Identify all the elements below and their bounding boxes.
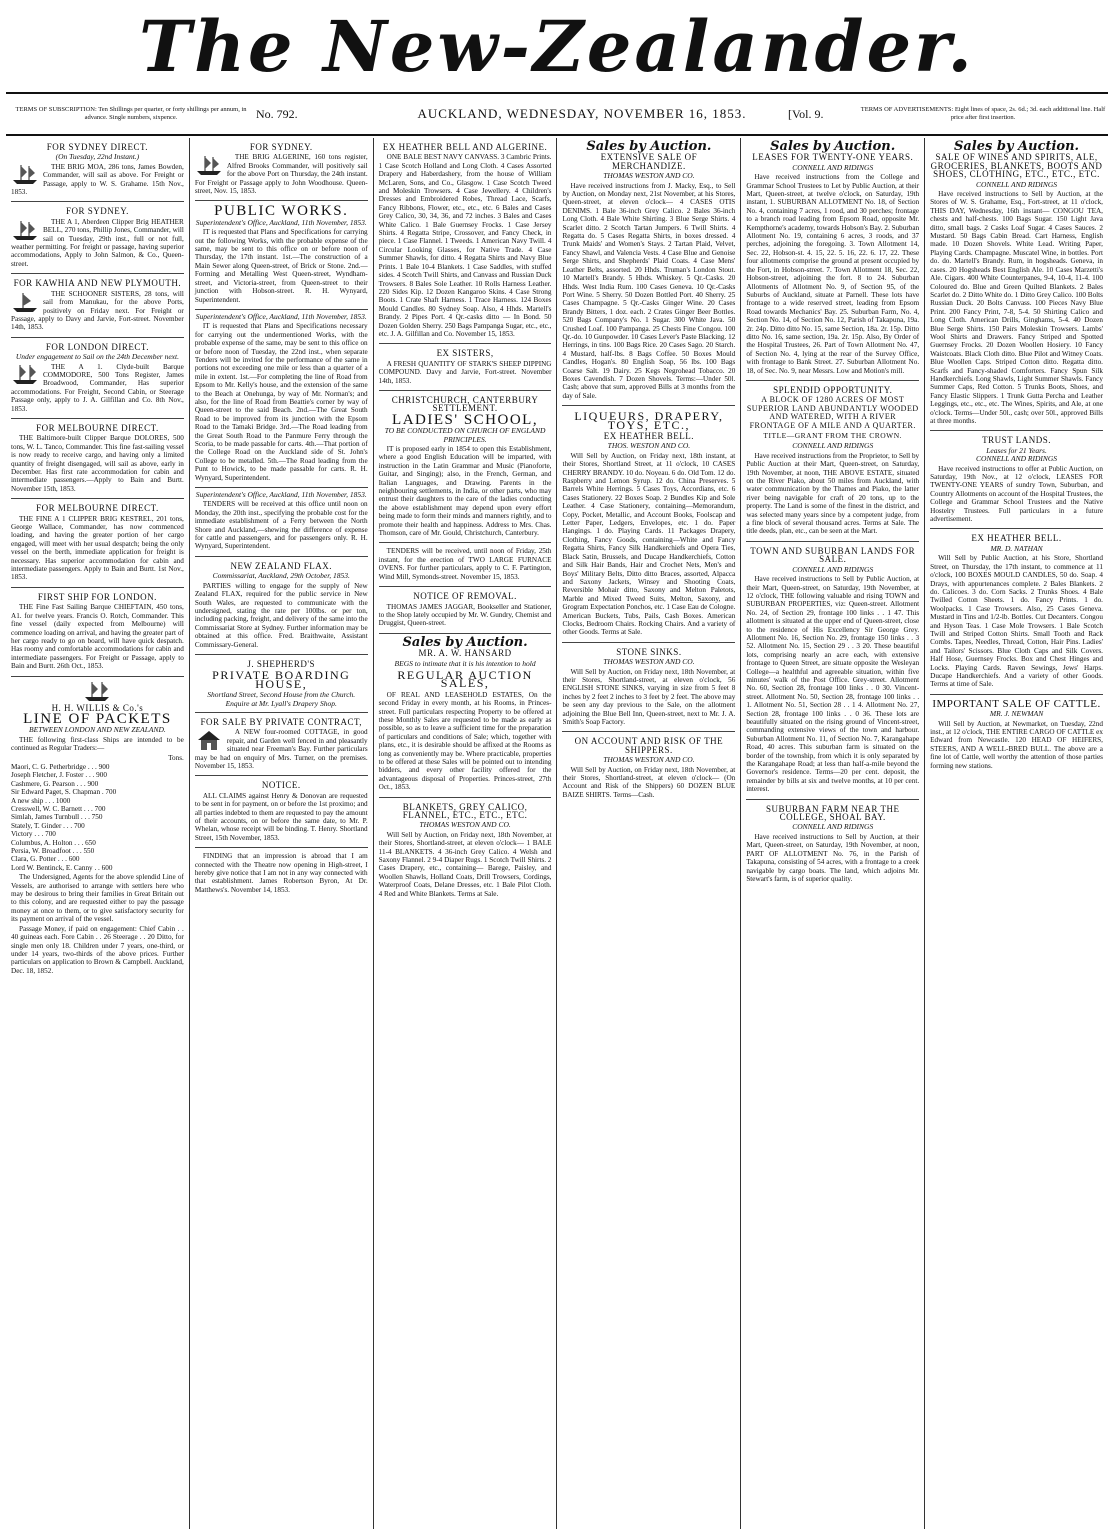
ad-ferry-tenders — [195, 488, 368, 557]
ad-subheading: CONNELL AND RIDINGS — [976, 179, 1058, 189]
ad-subheading: THOMAS WESTON AND CO. — [603, 755, 695, 765]
ship-icon — [11, 219, 39, 241]
section-heading: Sales by Auction. — [954, 139, 1080, 154]
ad-subheading: Shortland Street, Second House from the Church. — [207, 690, 356, 700]
ad-heading: FOR SALE BY PRIVATE CONTRACT, — [200, 716, 363, 727]
ad-splendid-opportunity — [746, 381, 919, 542]
ship-icon — [83, 680, 111, 702]
issue-date: AUCKLAND, WEDNESDAY, NOVEMBER 16, 1853. — [417, 106, 747, 121]
ad-body — [746, 452, 919, 536]
ad-private-contract — [195, 713, 368, 776]
ad-heading: FOR MELBOURNE DIRECT. — [36, 503, 159, 514]
ad-body — [195, 228, 368, 304]
ad-heading: SALE OF WINES AND SPIRITS, ALE, GROCERIES, BLANKETS, BOOTS AND SHOES, CLOTHING, ETC., ETC., ETC. — [930, 152, 1103, 180]
ad-subheading: CONNELL AND RIDINGS — [792, 162, 874, 172]
ad-suburban-farm — [746, 800, 919, 889]
ad-text: Will Sell by Public Auction, at his Store, Shortland Street, on Thursday, the 17th instant, to commence at 11 o'clock, 100 BOXES MOULD CANDLES, 50 do. Soap. 4 Drays, with appurtenances complete. 2 Bales Blankets. 2 do. Calicoes. 3 do. Corn Sacks. 2 Trunks Shoes. 4 Bale Twilled Cotton Sheets. 1 do. Fancy Prints. 1 do. Woolpacks. 1 Case Trowsers. Also, 25 Cases Geneva. Mustard in Tins and 1/2-lb. Bottles. Cut Decanters. Congou and Hyson Teas. 1 Case Mole Trowsers. 1 Bale Scotch Twill and Striped Cotton Shirts. Small Tooth and Rack Combs. Tapes, Needles, Thread, Cotton, Hair Pins. Ladies' and Tailors' Scissors. Blue Cloth Caps and Silk Covers. Half Hose, Guernsey Frocks. Box and Chest Hinges and Locks. Playing Cards. Raven Sewings, Jews' Harps. Ducape Handkerchiefs. And a variety of other Goods. Terms at time of Sale. — [930, 554, 1103, 689]
ad-furnace-ovens — [379, 543, 552, 587]
ad-body — [562, 182, 735, 401]
column-6 — [925, 138, 1108, 1529]
ad-body — [11, 434, 184, 493]
ad-heading: EX SISTERS, — [436, 348, 494, 359]
ad-text: Have received instructions to offer at Public Auction, on Saturday, 19th Nov., at 12 o'clock, LEASES FOR TWENTY-ONE YEARS of sundry Town, Suburban, and Country Allotments on account of the Hospital Trustees, the College and Grammar School Trustees and the Native Hostelry Trustees. Full particulars in a future advertisement. — [930, 464, 1103, 524]
ad-heading: NEW ZEALAND FLAX. — [230, 560, 333, 571]
ad-body — [195, 322, 368, 482]
ad-big-heading: LADIES' SCHOOL, — [392, 411, 539, 428]
ad-stone-sinks — [562, 643, 735, 733]
list-item: Clara, G. Potter . . . 600 — [11, 855, 80, 864]
terms-of-subscription: TERMS OF SUBSCRIPTION: Ten Shillings per quarter, or forty shillings per annum, in advance. Single numbers, sixpence. — [15, 106, 247, 121]
ad-heading: FOR SYDNEY DIRECT. — [46, 142, 149, 152]
list-item: Stately, T. Ginder . . . 700 — [11, 821, 85, 830]
ad-subheading: Commissariat, Auckland, 29th October, 1853. — [212, 571, 350, 581]
ad-heading: FOR MELBOURNE DIRECT. — [36, 422, 159, 433]
ad-big-heading: PRIVATE BOARDING HOUSE, — [212, 668, 351, 691]
list-item: Simlah, James Turnbull . . . 750 — [11, 813, 103, 822]
ad-town-suburban — [746, 542, 919, 800]
ad-body — [930, 190, 1103, 425]
ad-heading: EX HEATHER BELL AND ALGERINE. — [382, 142, 548, 152]
ad-wines-spirits — [930, 138, 1103, 431]
column-1 — [6, 138, 190, 1529]
ad-body — [195, 852, 368, 894]
ad-title-line: TITLE—GRANT FROM THE CROWN. — [763, 431, 903, 440]
columns — [6, 138, 1108, 1529]
ad-body — [562, 452, 735, 637]
ad-heading: MR. A. W. HANSARD — [418, 648, 512, 659]
tons-label: Tons. — [168, 753, 184, 762]
ad-sydney — [11, 202, 184, 274]
ad-text: Will Sell by Auction, on Friday next, 18th November, at their Stores, Shortland-street, at eleven o'clock— (On Account and Risk of the Shippers) 60 DOZEN BLUE BAIZE SHIRTS. Terms—Cash. — [562, 765, 736, 799]
ad-text: Have received instructions to Sell by Auction, at the Stores of W. S. Grahame, Esq., Fort-street, at 11 o'clock, THIS DAY, Wednesday, 16th instant— CONGOU TEA, chests and half-chests. 100 Bags Sugar. 150 Light Java ditto, small bags. 2 Casks Loaf Sugar. 4 Cases Sauces. 2 Mustard. 50 Bags Cabin Bread. Cart Harness, English made. 10 Dozen Shovels. White Lead. Writing Paper, Playing Cards. Champagne. Muscatel Wine, in bottles. Port do. do. Martell's Brandy. Rum, in hogsheads. Geneva, in cases. 20 Hogsheads Best English Ale. 10 Cases Marzetti's Ale. Cigars. 400 White Counterpanes, 9-4, 10-4, 11-4. 100 Coloured do. Blue and Green Quilted Blankets. 2 Bales Scarlet do. 2 Ditto White do. 1 Ditto Grey Calico. 100 Bolts Russian Duck. 20 Bolts Canvass. 100 Pieces Navy Blue Print. 200 Fancy Print, 7-8, 5-4. 50 Shirting Calico and Long Cloth. American Drills, Ginghams, 5-4. 40 Dozen Blue Serge Shirts. 150 Pairs Moleskin Trowsers. Lambs' Wool Shirts and Drawers. Fancy Striped and Spotted Guernsey Frocks. 20 Dozen Woollen Hosiery. 10 Fancy Waistcoats. Black Cloth ditto. Blue Pilot and Witney Coats. Blue Woollen Caps. Striped Cotton ditto. Regatta ditto. Scarfs and Fancy-shaded Comforters. Fancy Spun Silk Handkerchiefs. Long Shawls, Light Summer Shawls. Fancy Summer Caps, Red Cotton. 5 Trunks Boots, Shoes, and Fancy Elastic Slippers. 1 Trunk Gutta Percha and Leather Leggings, etc., etc., etc. The Wines, Spirits, and Ale, at one o'clock. Terms—Under 50l., cash; over 50l., approved Bills at three months. — [930, 190, 1103, 425]
issue-number: No. 792. — [256, 106, 298, 121]
ad-body — [11, 736, 184, 753]
ad-text: Have received instructions to Sell by Public Auction, at their Mart, Queen-street, on Saturday, 19th November, at 12 o'clock, THE following valuable and rising TOWN and SUBURBAN PROPERTIES, viz: Queen-street. Allotment No. 24, of Section 29, frontage 100 links . . 1 47. This allotment is situated at the upper end of Queen-street, close to the residence of His Excellency Sir George Grey. Allotment No. 16, Section No. 29, frontage 150 links . . 3 52. Allotment No. 15, Section 29 . . 3 20. These beautiful lots, comprising nearly an acre each, with extensive frontage to Queen Street, are situate opposite the Wesleyan College—a healthful and agreeable situation, within five minutes' walk of the Post Office. Grey-street. Allotment No. 60, Section 28, frontage 100 links . . 0 30. Vincent-street. Allotment No. 50, Section 28, frontage 100 links . . 1. Allotment No. 51, Section 28 . . 1 4. Allotment No. 27, Section 28, frontage 100 links . . 0 36. These lots are beautifully situated on the rising ground of Vincent-street, commanding extensive views of the town and harbour. Suburban Allotment No. 11, of Section No. 7, Karangahape Road, 40 acres. This suburban farm is situated on the border of the township, from which it is only separated by the Karangahape Road; at less than half-a-mile beyond the Governor's residence. Terms—20 per cent. deposit, the remainder by bills at six and twelve months, at 10 per cent. interest. — [746, 575, 920, 794]
ad-body — [379, 831, 552, 898]
list-item: Cashmere, G. Pearson . . . 900 — [11, 779, 99, 788]
ship-icon — [195, 154, 223, 176]
ad-text: IT is proposed early in 1854 to open this Establishment, where a good English Education will be imparted, with instruction in the Latin Grammar and Music (Pianoforte, Guitar, and Singing); also, in the French, German, and Italian Languages, and Drawing. Parents in the neighbouring settlements, in India, or other parts, who may entrust their daughters to the care of the ladies conducting the above establishment may depend upon every effort being made to form their minds and manners rightly, and to promote their health and happiness. Address to Mrs. Chas. Thomson, care of Mr. Gould, Christchurch, Canterbury. — [378, 445, 552, 538]
ad-big-heading: IMPORTANT SALE OF CATTLE. — [932, 697, 1101, 710]
ad-big-heading: REGULAR AUCTION SALES, — [397, 667, 533, 691]
ad-text: IT is requested that Plans and Specifications necessary for carrying out the undermentioned Works, with the probable expense of the same, may be sent to this office on or before noon of Tuesday, the 22nd inst., when separate Tenders will be invited for the performance of the same in portions not exceeding one mile or less than a quarter of a mile in extent. 1st.—For completing the line of Road from Epsom to Mr. Kelly's house, and the extension of the same to the Beach at Onehunga, by way of Mr. Norman's; and also, for the line of Road from Beattie's corner by way of Queen-street to the said Beach. 2nd.—The Great South Road to be improved from its junction with the Epsom Road to the Tamaki Bridge. 3rd.—The Road leading from the Great South Road to the Panmure Ferry through the Scoria, to be made passable for carts. 4th.—That portion of the College Road on the Auckland side of St. John's College to be metalled. 5th.—The Road leading from the Punt to Howick, to be made passable for carts. R. H. Wynyard, Superintendent. — [194, 322, 368, 482]
ad-text: The Undersigned, Agents for the above splendid Line of Vessels, are authorised to arrange with settlers here who may be desirous to bring their families in Great Britain out to this colony, and are requested either to pay the passage money at once to them, or to give satisfactory security for its payment on arrival of the vessel. — [11, 873, 184, 924]
ad-heading: TOWN AND SUBURBAN LANDS FOR SALE. — [750, 545, 916, 565]
ad-company: H. H. WILLIS & Co.'s — [51, 702, 144, 713]
masthead — [0, 0, 1114, 92]
ad-heading: EX HEATHER BELL. — [603, 431, 695, 441]
ad-heading: LEASES FOR TWENTY-ONE YEARS. — [752, 152, 914, 163]
ad-heading: FOR LONDON DIRECT. — [45, 341, 149, 352]
ad-big-heading: PUBLIC WORKS. — [214, 203, 349, 220]
ad-body — [746, 575, 919, 794]
ship-icon — [11, 363, 39, 385]
column-2 — [190, 138, 374, 1529]
ad-text: A FRESH QUANTITY OF STARK'S SHEEP DIPPING COMPOUND. Davy and Jarvie, Fort-street. November 14th, 1853. — [378, 359, 552, 385]
ad-algerine — [195, 138, 368, 201]
ad-heading: SPLENDID OPPORTUNITY. — [773, 384, 893, 395]
ad-subheading: THOMAS WESTON AND CO. — [419, 820, 511, 830]
ad-heading: NOTICE OF REMOVAL. — [413, 591, 517, 602]
ad-subheading: (On Tuesday, 22nd Instant.) — [55, 152, 140, 162]
ad-subheading: MR. J. NEWMAN — [989, 709, 1044, 719]
ad-body — [562, 668, 735, 727]
ad-text: THE A 1. Clyde-built Barque COMMODORE, 500 Tons Register, James Broadwood, Commander, Has superior accommodations. For Freight, Second Cabin, or Steerage Passage only, apply to J. A. Gilfillan and Co. 8th Nov., 1853. — [11, 362, 184, 413]
ad-theatre-notice — [195, 848, 368, 899]
ad-subheading: THOMAS WESTON AND CO. — [603, 171, 695, 181]
ad-subheading: CONNELL AND RIDINGS — [792, 822, 874, 832]
ad-body — [195, 500, 368, 550]
ad-public-works — [195, 201, 368, 309]
ad-london-direct — [11, 338, 184, 419]
ad-text: TENDERS will be received at this office until noon on Monday, the 20th inst., specifying the probable cost for the immediate establishment of a Ferry between the North Shore and Auckland,—shewing the difference of expense for cattle and passengers, and for passengers only. R. H. Wynyard, Superintendent. — [194, 500, 368, 551]
ad-text: THE Baltimore-built Clipper Barque DOLORES, 500 tons, W. L. Tanco, Commander. This fine fast-sailing vessel is now ready to receive cargo, and having only a limited quantity of freight disengaged, will sail as above, early in December. Has first rate accommodation for cabin and intermediate passengers.—Apply to Bain and Burtt. November 15th, 1853. — [11, 434, 184, 493]
section-heading: Sales by Auction. — [586, 139, 712, 154]
ad-text: FINDING that an impression is abroad that I am connected with the Theatre now opening in High-street, I hereby give notice that I am not in any way connected with that establishment. James Robertson Byron, At Dr. Matthews's. November 14, 1853. — [194, 852, 368, 894]
ad-text: Have received instructions from the Proprietor, to Sell by Public Auction at their Mart, Queen-street, on Saturday, 19th November, at noon, THE ABOVE ESTATE, situated on the River Piako, about 50 miles from Auckland, with water communication by the Thames and Piako, the latter river being navigable for craft of 20 tons, up to the property. The Land is some of the finest in the district, and was selected many years since by a competent judge, from a fine block of several thousand acres. Terms at Sale. The title deeds, plan, etc., can be seen at the Mart. — [746, 451, 920, 536]
ad-ex-heather-bell — [379, 138, 552, 344]
list-item: A new ship . . . 1000 — [11, 796, 71, 805]
ad-heading: FOR KAWHIA AND NEW PLYMOUTH. — [13, 278, 182, 289]
section-heading: Sales by Auction. — [402, 634, 528, 650]
ad-text: Will Sell by Auction, on Friday next, 18th November, at their Stores, Shortland-street, at eleven o'clock, 56 ENGLISH STONE SINKS, varying in size from 5 feet 8 inches by 2 feet 2 inches to 3 feet by 2 feet. The above may be seen any day previous to the Sale, on the allotment adjoining the Blue Bell Inn, Queen-street, next to Mr. J. A. Smith's Soap Factory. — [562, 667, 736, 726]
ad-body — [379, 547, 552, 581]
ad-body — [746, 833, 919, 883]
list-item: Sir Edward Paget, S. Chapman . 700 — [11, 788, 117, 797]
ad-text: THE SCHOONER SISTERS, 28 tons, will sail from Manukau, for the above Ports, positively on Friday next. For Freight or Passage, apply to Davy and Jarvie, Fort-street. November 14th, 1853. — [11, 289, 184, 332]
ad-text: PARTIES willing to engage for the supply of New Zealand FLAX, required for the public service in New South Wales, are requested to communicate with the undersigned, stating the rate per 100lbs. or per ton, including packing, freight, and delivery of the same into the Commissariat Store at Sydney. Further information may be obtained at this office. Fred. Braithwaite, Assistant Commissary-General. — [194, 581, 368, 649]
ad-melbourne-kestrel — [11, 499, 184, 588]
ad-subheading: Superintendent's Office, Auckland, 11th November, 1853. — [195, 311, 367, 321]
ad-body — [195, 582, 368, 649]
ad-heading: NOTICE. — [261, 780, 301, 791]
column-5 — [741, 138, 925, 1529]
ad-subheading: TO BE CONDUCTED ON CHURCH OF ENGLAND PRINCIPLES. — [384, 426, 546, 444]
ad-heading: EX HEATHER BELL. — [971, 533, 1062, 544]
ad-heading: BLANKETS, GREY CALICO, FLANNEL, ETC., ETC., ETC. — [402, 801, 528, 821]
ad-text: IT is requested that Plans and Specifications for carrying out the following Works, with the probable expense of the same, may be sent to this office on or before noon of Thursday, the 17th instant. 1st.—The construction of a Main Sewer along Queen-street, of Brick or Stone. 2nd.—Forming and Metalling West Queen-street, Wyndham-street, and Victoria-street, from Queen-street to their junction with Hobson-street. R. H. Wynyard, Superintendent. — [194, 228, 368, 304]
ad-body — [379, 691, 552, 792]
ad-big-heading: LIQUEURS, DRAPERY, TOYS, ETC., — [574, 409, 724, 432]
ad-text: OF REAL AND LEASEHOLD ESTATES, On the second Friday in every month, at his Rooms, in Princes-street. Full particulars respecting Property to be offered at these Monthly Sales are requested to be made as early as possible, so as to leave a sufficient time for the preparation of particulars and conditions of Sale; which, together with plans, etc., it is desirable should be affixed at the Rooms as long as conveniently may be. Where practicable, properties to be offered at these Sales will be pointed out to intending bidders, and every other facility offered for the advantageous disposal of Properties. Princes-street, 27th Oct., 1853. — [378, 690, 552, 792]
list-item: Persia, W. Broadfoot . . . 550 — [11, 847, 95, 856]
ad-hansard — [379, 634, 552, 798]
ad-nathan — [930, 529, 1103, 694]
ad-heading: TRUST LANDS. — [982, 435, 1051, 446]
ad-sydney-direct — [11, 138, 184, 202]
ad-cattle — [930, 695, 1103, 775]
ad-text: Passage Money, if paid on engagement: Chief Cabin . . 40 guineas each. Fore Cabin . . 26 Steerage . . 20 Ditto, for single men only 18. Children under 7 years, one-third, or under 14 years, two-thirds of the above prices. Further particulars on application to Brown & Campbell. Auckland, Dec. 18, 1852. — [11, 924, 184, 975]
ship-icon — [11, 163, 39, 185]
ship-icon — [11, 291, 39, 313]
column-4 — [557, 138, 741, 1529]
list-item: Cresswell, W. C. Barnett . . . 700 — [11, 805, 106, 813]
ad-kawhia — [11, 274, 184, 337]
ad-subheading: THOMAS WESTON AND CO. — [603, 657, 695, 667]
ad-text: A NEW four-roomed COTTAGE, in good repair, and Garden well fenced in and pleasantly situated near Freeman's Bay. Further particulars may be had on enquiry of Mrs. Turner, on the premises. November 15, 1853. — [194, 728, 368, 770]
ad-body — [379, 445, 552, 537]
column-3 — [374, 138, 558, 1529]
list-item: Maori, C. G. Petherbridge . . . 900 — [11, 762, 110, 771]
ad-liqueurs — [562, 406, 735, 643]
ad-heading: FOR SYDNEY. — [249, 142, 313, 152]
ad-subheading: Under engagement to Sail on the 24th December next. — [15, 352, 179, 362]
ad-body — [930, 554, 1103, 689]
ad-heading: EXTENSIVE SALE OF MERCHANDIZE. — [600, 152, 698, 171]
ad-body — [746, 173, 919, 375]
ad-text: Will Sell by Auction, on Friday next, 18th instant, at their Stores, Shortland Street, at 11 o'clock, 10 CASES CHERRY BRANDY. 10 do. Noyeau. 6 do. Old Tom. 12 do. Raspberry and Lemon Syrup. 12 do. China Preserves. 5 Barrels White Herrings. 5 Cases Toys, Accordians, etc. 6 Cases Stationery. 22 Boxes Soap. 2 Bundles Kip and Sole Leather. 4 Case Stationery, containing—Memorandum, Copy, Pocket, Metallic, and Account Books, Foolscap and Letter Paper, Ledgers, Envelopes, etc. 1 do. Paper Hangings. 1 do. Playing Cards. 11 Packages Drapery, Clothing, Fancy Goods, containing—White and Fancy Regatta Shirts, Fancy Silk Handkerchiefs and Opera Ties, Black Satin, Brussels, and Ducape Handkerchiefs, Cotton and Silk Hair Bands, Hair and Crochet Nets, Men's and Boys' Military Belts, Ditto ditto Braces, assorted, Alpacca and Saxony Jackets, Winsey and Shooting Coats, Reversible Mohair ditto, Saxony and Melton Paletots, Marble and Mixed Tweed Suits, Melton, Saxony, and Grogram Expectation Ponchos, etc. 1 Case Eau de Cologne. American Buckets, Tubs, Pails, Cash Boxes. American Clocks, Bedroom Chairs. Rocking Chairs. And a variety of other Goods. Terms at Sale. — [562, 451, 736, 637]
terms-of-advertisements: TERMS OF ADVERTISEMENTS: Eight lines of space, 2s. 6d.; 3d. each additional line. Half price after first insertion. — [860, 106, 1106, 121]
ad-body — [11, 603, 184, 670]
ad-body — [379, 603, 552, 628]
ad-trust-lands — [930, 431, 1103, 529]
dateline — [6, 92, 1108, 136]
ship-list — [11, 763, 184, 872]
ad-text: Will Sell by Auction, on Friday next, 18th November, at their Stores, Shortland-street, at eleven o'clock— 1 BALE 11-4 BLANKETS. 4 36-inch Grey Calico. 4 Welsh and Saxony Flannel. 2 9-4 Diaper Rugs. 1 Scotch Twill Shirts. 2 Cases Drapery, etc., containing— Barege, Paisley, and Woollen Shawls, Holland Coats, Drill Trowsers, Cordings, Waterproof Coats, Delane Dresses, etc. 1 Bale Pilot Cloth. 4 Red and White Blankets. Terms at Sale. — [378, 830, 552, 898]
ad-leases — [746, 138, 919, 381]
ad-boarding-house — [195, 655, 368, 713]
ad-subheading: CONNELL AND RIDINGS — [976, 454, 1058, 464]
ad-body — [379, 360, 552, 385]
ad-line-of-packets — [11, 677, 184, 981]
ad-flax — [195, 557, 368, 655]
ad-heading: J. SHEPHERD'S — [247, 658, 316, 669]
ad-first-ship-london — [11, 588, 184, 677]
ad-body — [930, 465, 1103, 524]
ad-text: ONE BALE BEST NAVY CANVASS. 3 Cambric Prints. 1 Case Scotch Holland and Long Cloth. 4 Cases Assorted Drapery and Haberdashery, from the house of William McLaren, Sons, and Co., Glasgow. 1 Case Scotch Tweed and Moleskin Trowsers. 4 Case Jewellery. 4 Children's Dresses and Embroidered Robes, Thread Lace, Scarfs, Fancy Ribbons, Flower, etc., etc., etc. 6 Bales and Cases Grey Calico, 30, 34, 36, and 72 inches. 3 Bales and Cases White Calico. 1 Bale Guernsey Frocks. 1 Case Jersey Shirts. 4 Regatta Stripe, Crossover, and Fancy Check, in piece. 1 Case Flannel. 1 Tweeds. 1 American Navy Twill. 4 Circular Looking Glasses, for Native Trade. 4 Case Summer Shawls, for ditto. 4 Regatta Shirts and Navy Blue Prints. 1 Bale 10-4 Blankets. 1 Case Saddles, with stuffed sides. 4 Scotch Twill Shirts, and Canvass and Russian Duck Trowsers. 8 Bales Sole Leather. 10 Rolls Harness Leather. 220 Sides Kip. 12 Dozen Kangaroo Skins. 4 Case Strong Boots. 1 Crate Shaft Harness. 1 Trace Harness. 124 Boxes Mould Candles. 80 Sydney Soap. Also, 4 Hhds. Martell's Brandy. 2 Pipes Port. 4 Qr.-casks ditto — In Bond. 50 Dozen Golden Sherry. 250 Bags Pampanga Sugar, etc., etc., etc. J. A. Gilfillan and Co. November 15, 1853. — [378, 153, 552, 338]
ad-text: Have received instructions from J. Macky, Esq., to Sell by Auction, on Monday next, 21st November, at his Stores, Queen-street, at eleven o'clock— 4 CASES OTIS DENIMS. 1 Bale 36-inch Grey Calico. 2 Bales 36-inch Long Cloth. 4 Bale White Shirting. 3 Blue Serge Shirts. 4 Scarlet ditto. 2 Scotch Tartan Jumpers. 6 Twill Shirts. 4 Regatta do. 5 Cases Regatta Shirts, in boxes dressed. 4 Trunk Maids' and Women's Stays. 2 Tartan Plaid, Velvet, Fancy Shawl, and Valencia Vests. 4 Case Blue and Genoise Serge Shirts, and Shepherds' Plaid Coats. 4 Case Mens' Leather Belts, assorted. 20 Hhds. Truman's London Stout. 10 Martell's Brandy. 5 Hhds. Whiskey. 5 Qr.-Casks. 20 Hhds. West India Rum. 100 Cases Geneva. 10 Qr.-Casks Port Wine. 5 Sherry. 50 Dozen Bottled Port. 40 Sherry. 25 Cases Champagne. 5 Qr.-Casks Ginger Wine. 20 Cases Brandy Bitters, 1 doz. each. 2 Crates Ginger Beer Bottles. 520 Bags Company's No. 1 Sugar. 300 White Java. 50 Crushed Loaf. 100 Pampanga. 25 Chests Fine Congou. 100 Qr.-do. 10 Gunpowder. 10 Cases Lever's Paste Blacking. 12 Herrings, in tins. 100 Bags Rice. 20 Cases Sago. 20 Starch. 4 Mustard, half-lbs. 8 Bags Coffee. 50 Boxes Mould Candles, Hogan's. 80 English Soap, 56 lbs. 100 Bags Coarse Salt. 19 Dairy. 25 Kegs Negrohead Tobacco. 20 Boxes Cavendish. 7 Dozen Shovels. Terms:—Under 50l. Cash; above that sum, approved Bills at 3 months from the day of Sale. — [562, 181, 736, 400]
ad-text: THE Fine Fast Sailing Barque CHIEFTAIN, 450 tons, A1. for twelve years. Francis O. Rotch, Commander. This fine vessel (daily expected from Melbourne) will commence loading on arrival, and having the greater part of her cargo ready to go on board, will have quick despatch. Has roomy and comfortable accommodations for cabin and intermediate passengers. For Freight or Passage, apply to Bain and Burtt. 26th Oct., 1853. — [11, 603, 184, 671]
section-heading: Sales by Auction. — [770, 139, 896, 154]
ad-ex-sisters — [379, 344, 552, 391]
ad-blankets — [379, 798, 552, 903]
ad-extensive-sale — [562, 138, 735, 406]
ad-subheading: MR. D. NATHAN — [990, 543, 1043, 553]
ad-text: THE BRIG ALGERINE, 160 tons register, Alfred Brooks Commander, will positively sail for the above Port on Thursday, the 24th instant. For Freight or Passage apply to John Woodhouse. Queen-street, Nov. 15, 1853. — [194, 153, 368, 196]
ad-subheading: BETWEEN LONDON AND NEW ZEALAND. — [29, 725, 166, 735]
ad-body — [11, 515, 184, 582]
house-icon — [195, 729, 223, 751]
list-item: Joseph Fletcher, J. Foster . . . 900 — [11, 771, 107, 780]
ad-heading: STONE SINKS. — [616, 646, 682, 657]
ad-removal — [379, 587, 552, 634]
ad-text: Have received instructions to Sell by Auction, at their Mart, Queen-street, on Saturday, 19th November, at noon, PART OF ALLOTMENT No. 76, in the Parish of Takapuna, consisting of 54 acres, with a frontage to a creek navigable by cargo boats. The land, which adjoins Mr. Stewart's farm, is of superior quality. — [746, 832, 920, 883]
ad-text: THE A 1, Aberdeen Clipper Brig HEATHER BELL, 270 tons, Phillip Jones, Commander, will sail on Tuesday, 29th inst., full or not full, weather permitting. For freight or passage, having superior accommodations, Apply to John Salmon, & Co., Queen-street. — [11, 217, 184, 268]
ad-subheading: CONNELL AND RIDINGS — [792, 441, 874, 451]
ad-text: THOMAS JAMES JAGGAR, Bookseller and Stationer, to the Shop lately occupied by Mr. W. Gundry, Chemist and Druggist, Queen-street. — [378, 602, 552, 628]
ad-text: Enquire at Mr. Lyall's Drapery Shop. — [225, 698, 337, 708]
ad-text: THE FINE A 1 CLIPPER BRIG KESTREL, 201 tons, George Wallace, Commander, has now commenced loading, and having the greater portion of her cargo engaged, will meet with her usual despatch; being the only vessel on the berth, immediate application for freight is necessary. Has superior accommodation for cabin and intermediate passengers. Apply to Bain and Burtt. 1st Nov., 1853. — [11, 514, 184, 582]
list-item: Columbus, A. Holton . . . 650 — [11, 838, 96, 847]
ad-heading: ON ACCOUNT AND RISK OF THE SHIPPERS. — [574, 736, 724, 755]
newspaper-title: The New-Zealander. — [139, 4, 975, 88]
ad-big-heading: A BLOCK OF 1280 ACRES OF MOST SUPERIOR LAND ABUNDANTLY WOODED AND WATERED, WITH A RIVER FRONTAGE OF A MILE AND A QUARTER. — [746, 395, 919, 430]
ad-subheading: Superintendent's Office, Auckland, 11th November, 1853. — [195, 217, 367, 227]
list-item: Victory . . . 700 — [11, 830, 56, 839]
ad-subheading: BEGS to intimate that it is his intention to hold — [394, 658, 536, 668]
ad-text: THE BRIG MOA, 286 tons, James Bowden, Commander, will sail as above. For Freight or Passage, apply to W. S. Grahame. 15th Nov., 1853. — [11, 162, 184, 197]
ad-body — [930, 720, 1103, 770]
ad-body — [195, 792, 368, 842]
ad-text: ALL CLAIMS against Henry & Donovan are requested to be sent in for payment, on or before the 1st proximo; and all parties indebted to them are requested to pay the amount of their accounts, on or before the same date, to Mr. P. Whelan, whose receipt will be binding. T. Henry. Shortland Street, 15th November, 1853. — [194, 791, 368, 842]
ad-body — [379, 153, 552, 338]
ad-heading: FOR SYDNEY. — [65, 206, 129, 217]
ad-subheading: Superintendent's Office, Auckland, 11th November, 1853. — [195, 490, 367, 500]
list-item: Lord W. Bentinck, E. Canny . . 600 — [11, 863, 113, 872]
volume-number: [Vol. 9. — [788, 106, 824, 121]
ad-notice — [195, 776, 368, 848]
ad-body — [562, 766, 735, 800]
ad-ladies-school — [379, 391, 552, 544]
ad-heading: CHRISTCHURCH, CANTERBURY SETTLEMENT. — [391, 394, 539, 414]
ad-body — [11, 873, 184, 975]
ad-heading: SUBURBAN FARM NEAR THE COLLEGE, SHOAL BAY. — [766, 803, 900, 823]
ad-shippers-account — [562, 732, 735, 804]
ad-subheading: CONNELL AND RIDINGS — [792, 564, 874, 574]
ad-melbourne-direct — [11, 419, 184, 499]
ad-subheading: THOS. WESTON AND CO. — [607, 441, 691, 451]
ad-big-heading: LINE OF PACKETS — [23, 710, 172, 727]
ad-public-works-roads — [195, 310, 368, 488]
ad-text: Will Sell by Auction, at Newmarket, on Tuesday, 22nd inst., at 12 o'clock, THE ENTIRE CARGO OF CATTLE ex Edward from Newcastle. 120 HEAD OF HEIFERS, STEERS, AND A WELL-BRED BULL. The above are a fine lot of Cattle, well worthy the attention of those parties forming new stations. — [930, 719, 1103, 770]
ad-text: TENDERS will be received, until noon of Friday, 25th instant, for the erection of TWO LARGE FURNACE OVENS. For further particulars, apply to C. F. Partington, Wind Mill, Symonds-street. November 15, 1853. — [378, 547, 552, 581]
ad-heading: FIRST SHIP FOR LONDON. — [37, 591, 157, 602]
ad-text: THE following first-class Ships are intended to be continued as Regular Traders:— — [11, 735, 184, 753]
ad-subheading: Leases for 21 Years. — [986, 445, 1047, 455]
ad-text: Have received instructions from the College and Grammar School Trustees to Let by Public Auction, at their Mart, Queen-street, at twelve o'clock, on Saturday, 19th instant, 1. SUBURBAN ALLOTMENT No. 18, of Section No. 4, containing 7 acres, 1 rood, and 30 perches; frontage to a branch road leading from Epsom Road, opposite Mr. Kempthorne's academy, towards Hobson's Bay. 2. Suburban Allotment No. 19, containing 6 acres, 3 roods, and 37 perches, adjoining the foregoing. 3. Town Allotment 14, Sec. 22, Hobson-st. 4. 15, 22. 5. 16, 22. 6. 17, 22. These four allotments comprise the ground at present occupied by the Fort, in Hobson-street. 7. Town Allotment 18, Sec. 22, Hobson-street, adjoining the fort. 8 to 24. Suburban Allotments of Allotment No. 9, of Section 95, of the Suburbs of Auckland, situate at Parnell. These lots have frontage to a wide reserved street, leading from Epsom Road towards Mechanics' Bay. 25. Suburban Farm, No. 4, Section No. 14, of Section No. 12, Parish of Takapuna, 19a. 2r. 24p. Ditto ditto No. 15, same Section, 18a. 2r. 15p. Ditto ditto No. 16, same section, 19a. 2r. 15p. Also, By Order of the Hospital Trustees, 26. Part of Town Allotment No. 47, of Section No. 4, lying at the rear of the Survey Office, with frontage to Bank Street. 27. Suburban Allotment No. 18, of Sec. No. 9, near Messrs. Low and Motion's mill. — [746, 173, 920, 375]
